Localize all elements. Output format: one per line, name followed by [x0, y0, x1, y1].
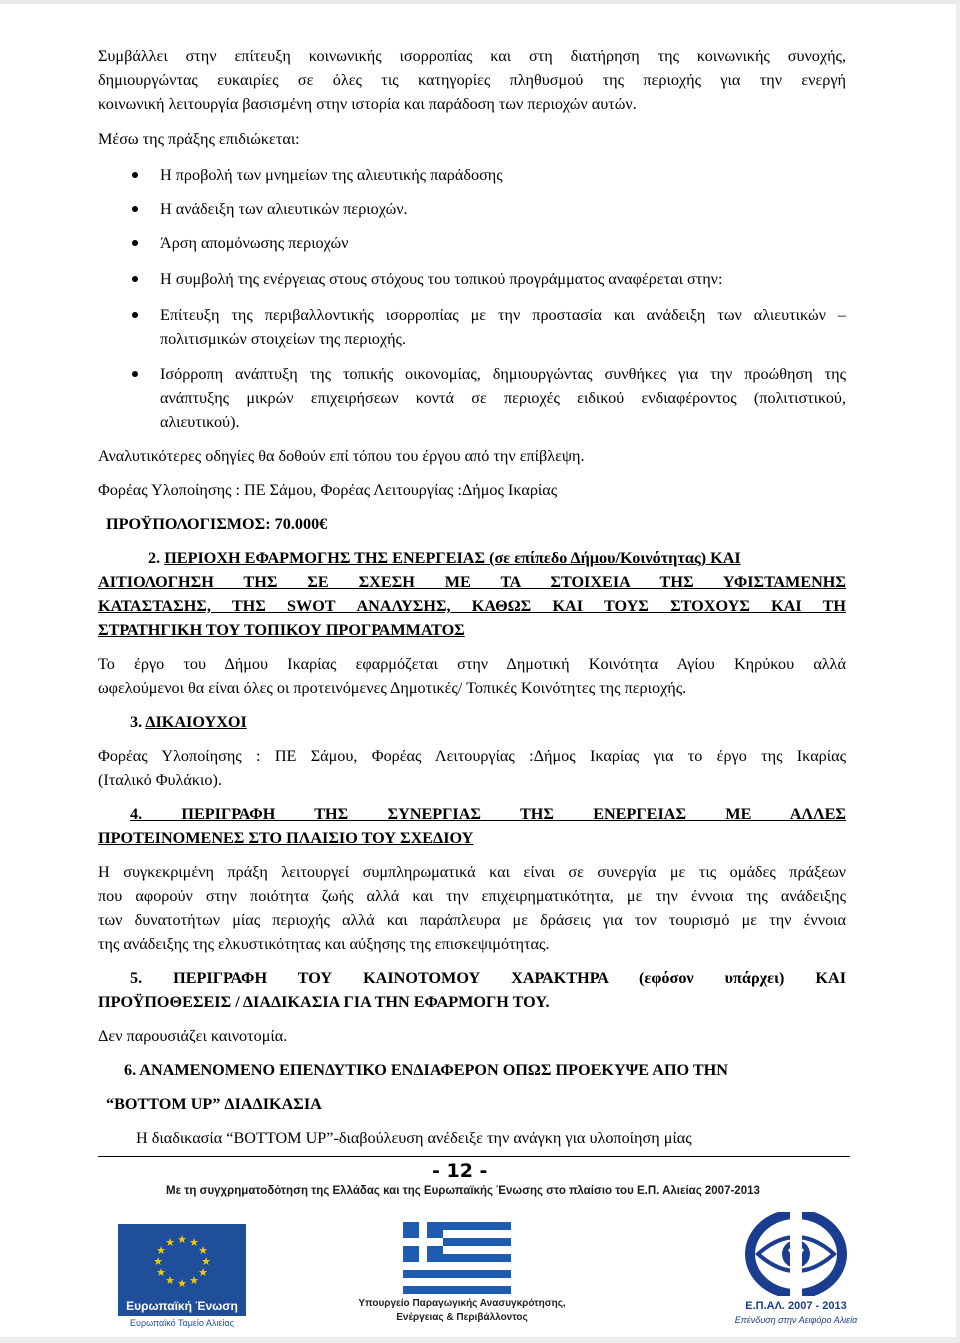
bullet-environment-line-1: Επίτευξη της περιβαλλοντικής ισορροπίας με την προστασία και ανάδειξη των αλιευτικών –	[160, 306, 846, 324]
section-3-title: ΔΙΚΑΙΟΥΧΟΙ	[145, 713, 247, 731]
section-3-paragraph-line-2: (Ιταλικό Φυλάκιο).	[98, 771, 222, 789]
section-4-paragraph-line-1: Η συγκεκριμένη πράξη λειτουργεί συμπληρωματικά και είναι σε συνεργία με τις ομάδες πράξεων	[98, 863, 846, 881]
implementing-bodies: Φορέας Υλοποίησης : ΠΕ Σάμου, Φορέας Λειτουργίας :Δήμος Ικαρίας	[98, 481, 558, 499]
section-2-heading-line-3: ΚΑΤΑΣΤΑΣΗΣ, ΤΗΣ SWOT ΑΝΑΛΥΣΗΣ, ΚΑΘΩΣ ΚΑΙ ΤΟΥΣ ΣΤΟΧΟΥΣ ΚΑΙ ΤΗ	[98, 597, 846, 615]
svg-text:★: ★	[165, 1274, 175, 1287]
section-2-heading-line-4: ΣΤΡΑΤΗΓΙΚΗ ΤΟΥ ΤΟΠΙΚΟΥ ΠΡΟΓΡΑΜΜΑΤΟΣ	[98, 621, 465, 639]
intro-paragraph-line-2: δημιουργώντας ευκαιρίες σε όλες τις κατηγορίες πληθυσμού της περιοχής για την ενεργή	[98, 71, 846, 89]
eu-logo	[118, 1224, 246, 1330]
section-6-heading-line-2: “BOTTOM UP” ΔΙΑΔΙΚΑΣΙΑ	[106, 1095, 322, 1113]
greek-flag-icon	[400, 1222, 514, 1294]
svg-text:★: ★	[165, 1236, 175, 1249]
svg-text:★: ★	[177, 1233, 187, 1246]
bullet-dot	[132, 172, 138, 178]
svg-text:★: ★	[198, 1266, 208, 1279]
bullet-isolation: Άρση απομόνωσης περιοχών	[160, 234, 349, 252]
section-6-heading-line-1: 6. ΑΝΑΜΕΝΟΜΕΝΟ ΕΠΕΝΔΥΤΙΚΟ ΕΝΔΙΑΦΕΡΟΝ ΟΠΩΣ ΠΡΟΕΚΥΨΕ ΑΠΟ ΤΗΝ	[124, 1061, 728, 1079]
cofinance-note: Με τη συγχρηματοδότηση της Ελλάδας και της Ευρωπαϊκής Ένωσης στο πλαίσιο του Ε.Π. Αλιείας 2007-2013	[166, 1185, 760, 1197]
page-number: - 12 -	[432, 1160, 488, 1182]
objectives-intro: Μέσω της πράξης επιδιώκεται:	[98, 130, 300, 148]
section-4-heading-line-2: ΠΡΟΤΕΙΝΟΜΕΝΕΣ ΣΤΟ ΠΛΑΙΣΙΟ ΤΟΥ ΣΧΕΔΙΟΥ	[98, 829, 474, 847]
bullet-monuments: Η προβολή των μνημείων της αλιευτικής παράδοσης	[160, 166, 503, 184]
eu-flag-icon	[118, 1224, 246, 1296]
section-2-heading-line-1	[148, 546, 741, 570]
section-3-heading	[130, 710, 247, 734]
bullet-economy-line-3: αλιευτικού).	[160, 413, 240, 431]
page-edge-bottom	[0, 1337, 960, 1343]
intro-paragraph-line-1: Συμβάλλει στην επίτευξη κοινωνικής ισορροπίας και στη διατήρηση της κοινωνικής συνοχής,	[98, 47, 846, 65]
page-edge-top	[0, 0, 960, 4]
svg-text:★: ★	[153, 1255, 163, 1268]
section-3-number: 3.	[130, 713, 146, 731]
section-2-heading-part-b: Δήμου/Κοινότητας) ΚΑΙ	[570, 549, 741, 567]
bullet-contribution: Η συμβολή της ενέργειας στους στόχους του τοπικού προγράμματος αναφέρεται στην:	[160, 270, 723, 288]
footer-rule	[98, 1156, 850, 1157]
intro-paragraph-line-3: κοινωνική λειτουργία βασισμένη στην ιστορία και παράδοση των περιοχών αυτών.	[98, 95, 637, 113]
section-4-paragraph-line-3: των δυνατοτήτων μίας περιοχής αλλά και παράπλευρα με δράσεις για τον τουρισμό με την έννοια	[98, 911, 846, 929]
epal-eye-icon	[732, 1212, 860, 1296]
bullet-economy-line-2: ανάπτυξης μικρών επιχειρήσεων κοντά σε περιοχές ειδικού ενδιαφέροντος (πολιτιστικού,	[160, 389, 846, 407]
bullet-dot	[132, 240, 138, 246]
section-5-heading-line-2: ΠΡΟΫΠΟΘΕΣΕΙΣ / ΔΙΑΔΙΚΑΣΙΑ ΓΙΑ ΤΗΝ ΕΦΑΡΜΟΓΗ ΤΟΥ.	[98, 993, 550, 1011]
bullet-fishing-areas: Η ανάδειξη των αλιευτικών περιοχών.	[160, 200, 408, 218]
bullet-dot	[132, 276, 138, 282]
section-4-paragraph-line-2: που αφορούν στην ποιότητα ζωής αλλά και την επιχειρηματικότητα, με την έννοια της ανάδειξης	[98, 887, 846, 905]
bullet-dot	[132, 312, 138, 318]
epal-tagline: Επένδυση στην Αειφόρο Αλιεία	[734, 1315, 858, 1325]
section-2-heading-line-2: ΑΙΤΙΟΛΟΓΗΣΗ ΤΗΣ ΣΕ ΣΧΕΣΗ ΜΕ ΤΑ ΣΤΟΙΧΕΙΑ ΤΗΣ ΥΦΙΣΤΑΜΕΝΗΣ	[98, 573, 846, 591]
section-5-paragraph: Δεν παρουσιάζει καινοτομία.	[98, 1027, 288, 1045]
bullet-economy-line-1: Ισόρροπη ανάπτυξη της τοπικής οικονομίας, δημιουργώντας συνθήκες για την προώθηση της	[160, 365, 846, 383]
ministry-name-line-1: Υπουργείο Παραγωγικής Ανασυγκρότησης,	[358, 1298, 566, 1309]
svg-text:★: ★	[201, 1255, 211, 1268]
bullet-environment-line-2: πολιτισμικών στοιχείων της περιοχής.	[160, 330, 406, 348]
section-5-heading-line-1: 5. ΠΕΡΙΓΡΑΦΗ ΤΟΥ ΚΑΙΝΟΤΟΜΟΥ ΧΑΡΑΚΤΗΡΑ (εφόσον υπάρχει) ΚΑΙ	[130, 969, 846, 987]
section-3-paragraph-line-1: Φορέας Υλοποίησης : ΠΕ Σάμου, Φορέας Λειτουργίας :Δήμος Ικαρίας για το έργο της Ικαρίας	[98, 747, 846, 765]
svg-text:★: ★	[189, 1236, 199, 1249]
epal-logo	[726, 1212, 866, 1334]
svg-text:★: ★	[198, 1244, 208, 1257]
section-2-paragraph-line-1: Το έργο του Δήμου Ικαρίας εφαρμόζεται στην Δημοτική Κοινότητα Αγίου Κηρύκου αλλά	[98, 655, 846, 673]
section-2-paragraph-line-2: ωφελούμενοι θα είναι όλες οι προτεινόμενες Δημοτικές/ Τοπικές Κοινότητες της περιοχής.	[98, 679, 687, 697]
epal-name: Ε.Π.ΑΛ. 2007 - 2013	[745, 1300, 847, 1312]
budget-line: ΠΡΟΫΠΟΛΟΓΙΣΜΟΣ: 70.000€	[106, 515, 328, 533]
guidance-text: Αναλυτικότερες οδηγίες θα δοθούν επί τόπου του έργου από την επίβλεψη.	[98, 447, 585, 465]
ministry-name-line-2: Ενέργειας & Περιβάλλοντος	[396, 1312, 528, 1323]
svg-text:★: ★	[156, 1266, 166, 1279]
section-2-number: 2.	[148, 549, 165, 567]
eu-label: Ευρωπαϊκή Ένωση	[118, 1296, 246, 1316]
section-6-paragraph: Η διαδικασία “BOTTOM UP”-διαβούλευση ανέδειξε την ανάγκη για υλοποίηση μίας	[136, 1129, 692, 1147]
section-4-paragraph-line-4: της ανάδειξης της ελκυστικότητας και αύξησης της επισκεψιμότητας.	[98, 935, 550, 953]
bullet-dot	[132, 206, 138, 212]
svg-text:★: ★	[189, 1274, 199, 1287]
section-2-heading-part-a: ΠΕΡΙΟΧΗ ΕΦΑΡΜΟΓΗΣ ΤΗΣ ΕΝΕΡΓΕΙΑΣ (σε επίπεδο	[164, 549, 571, 567]
eu-fund-label: Ευρωπαϊκό Ταμείο Αλιείας	[130, 1318, 234, 1328]
page-edge-right	[956, 0, 960, 1343]
svg-text:★: ★	[177, 1277, 187, 1290]
bullet-dot	[132, 371, 138, 377]
svg-text:★: ★	[156, 1244, 166, 1257]
section-4-heading-line-1: 4. ΠΕΡΙΓΡΑΦΗ ΤΗΣ ΣΥΝΕΡΓΙΑΣ ΤΗΣ ΕΝΕΡΓΕΙΑΣ ΜΕ ΑΛΛΕΣ	[130, 805, 846, 823]
ministry-logo	[358, 1222, 596, 1334]
